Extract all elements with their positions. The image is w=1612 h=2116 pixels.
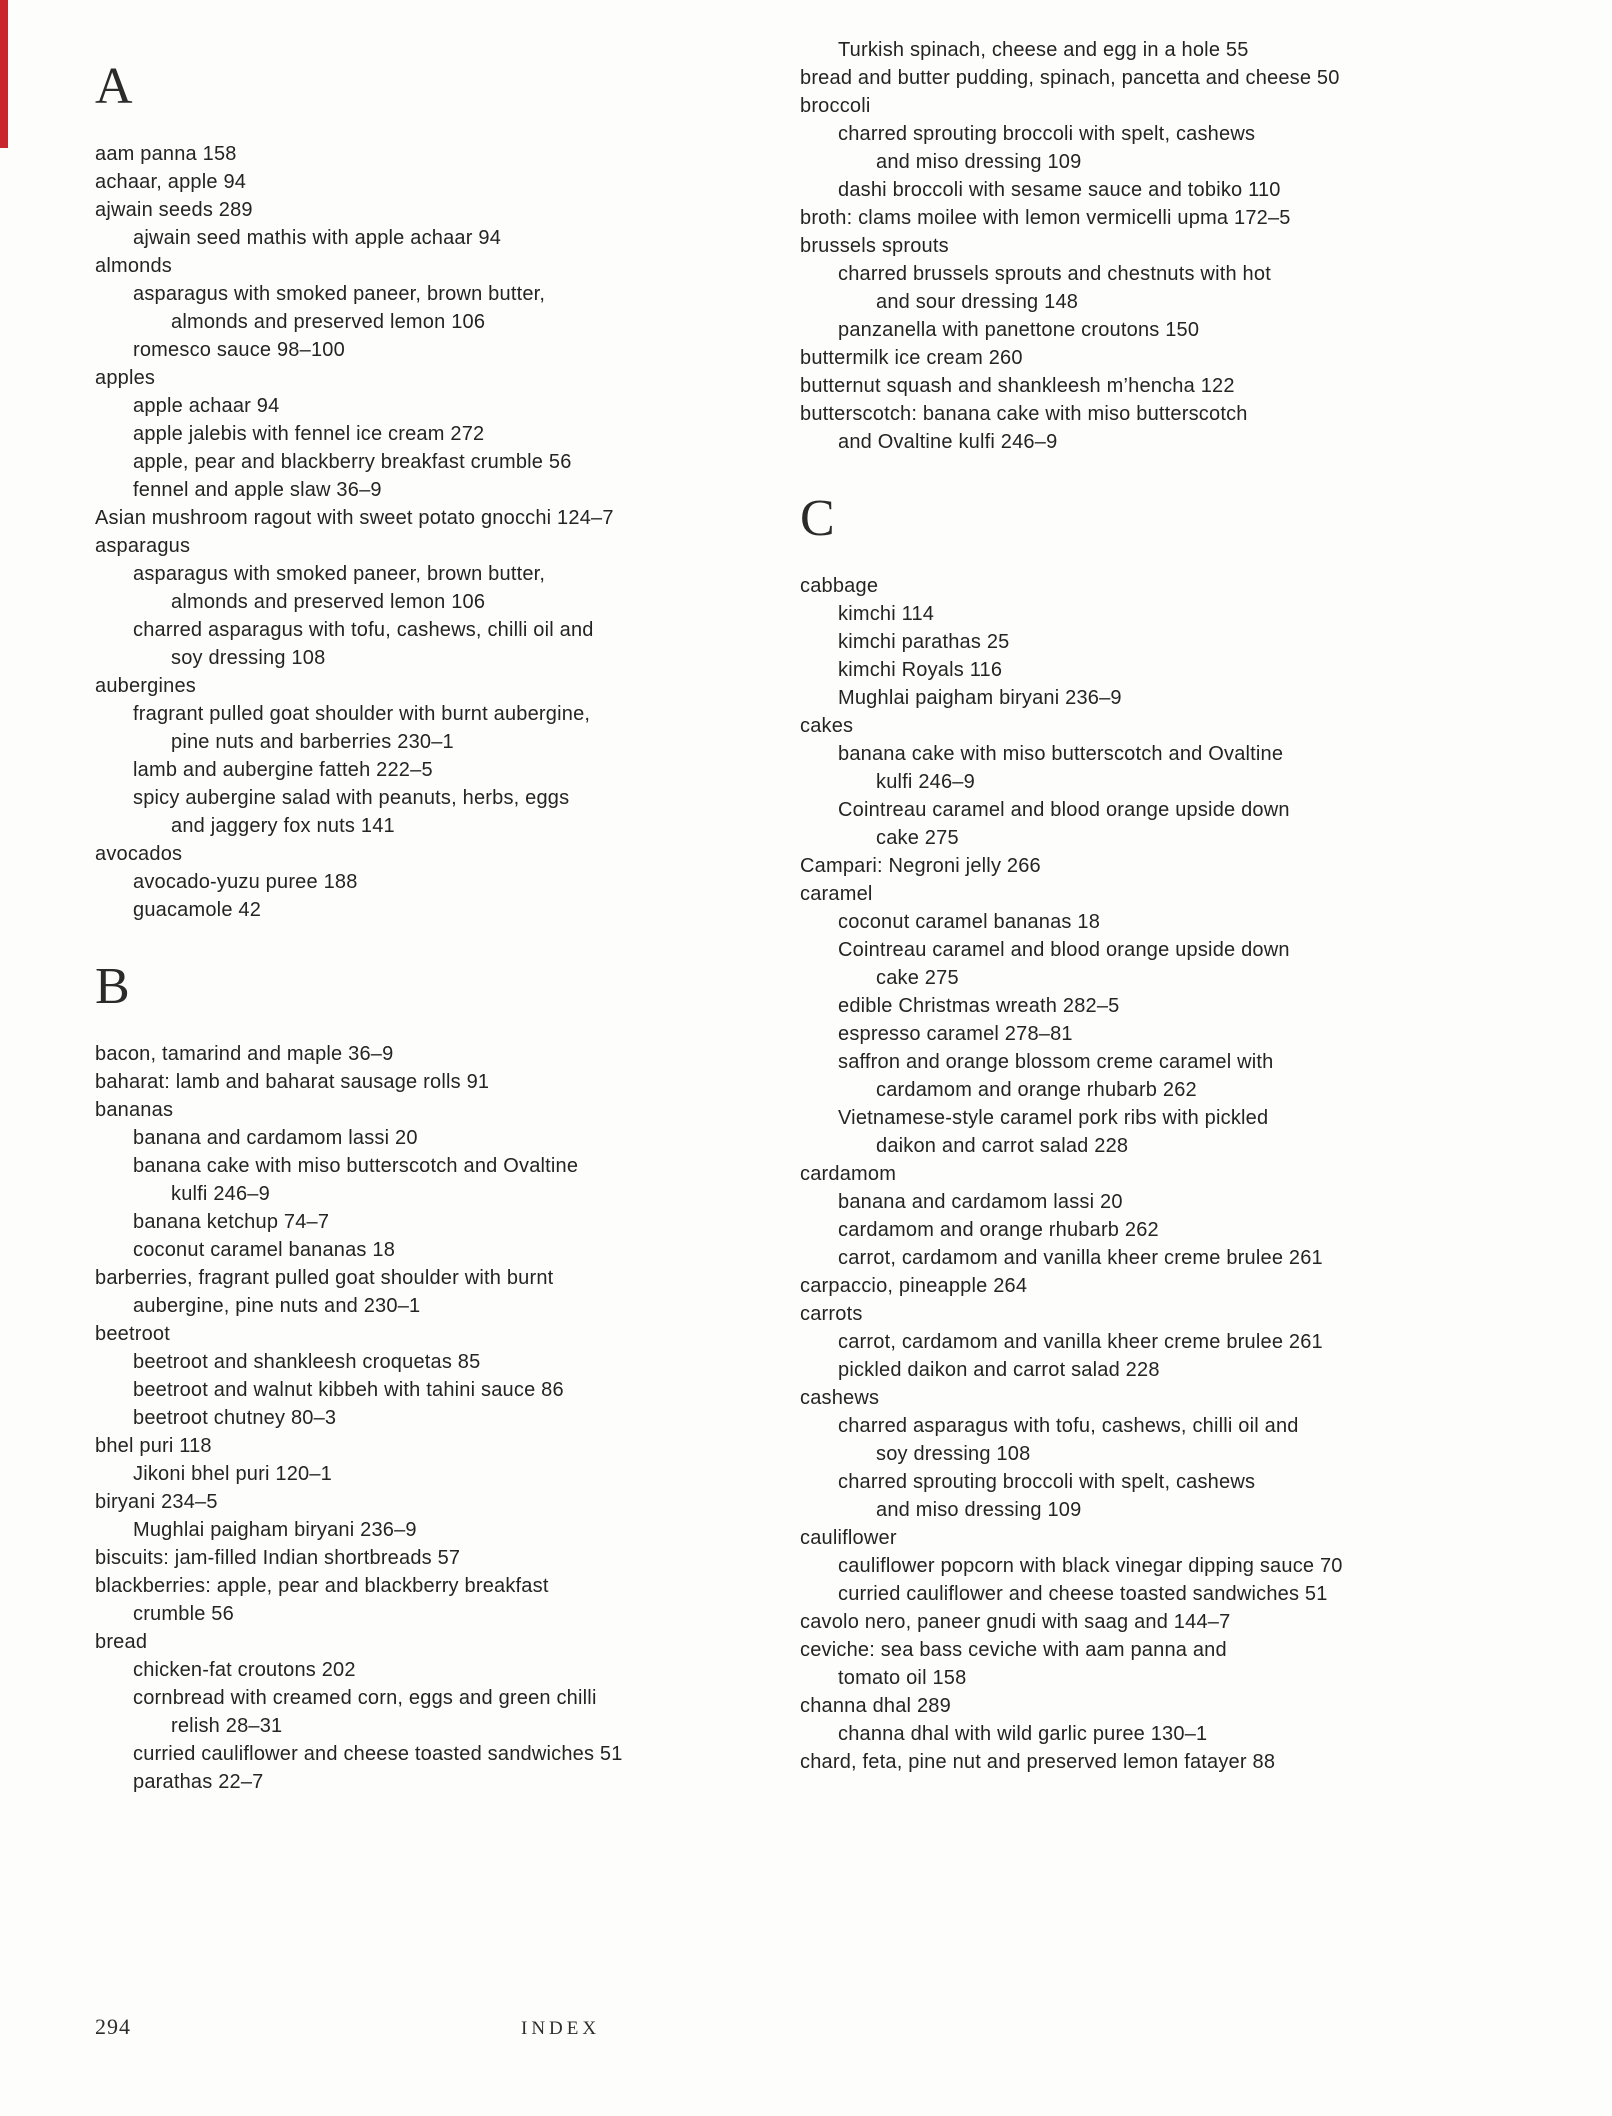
index-entry-line: cauliflower <box>800 1527 897 1549</box>
index-entry-line: pine nuts and barberries 230–1 <box>171 731 454 753</box>
index-entry-line: broth: clams moilee with lemon vermicelli upma 172–5 <box>800 207 1291 229</box>
index-entry-line: fennel and apple slaw 36–9 <box>133 479 382 501</box>
index-entry-line: charred asparagus with tofu, cashews, chilli oil and <box>133 619 594 641</box>
index-entry-line: apples <box>95 367 156 389</box>
index-entry-line: Cointreau caramel and blood orange upside down <box>838 799 1290 821</box>
index-entry-line: curried cauliflower and cheese toasted sandwiches 51 <box>838 1583 1328 1605</box>
index-entry-line: cake 275 <box>876 827 959 849</box>
index-entry-line: and jaggery fox nuts 141 <box>171 815 395 837</box>
index-entry-line: coconut caramel bananas 18 <box>838 911 1101 933</box>
index-entry-line: cardamom and orange rhubarb 262 <box>838 1219 1159 1241</box>
page-footer <box>0 2014 1612 2056</box>
index-entry-line: romesco sauce 98–100 <box>133 339 345 361</box>
index-entry-line: Jikoni bhel puri 120–1 <box>133 1463 332 1485</box>
index-entry-line: coconut caramel bananas 18 <box>133 1239 396 1261</box>
index-entry-line: charred sprouting broccoli with spelt, cashews <box>838 123 1256 145</box>
index-entry-line: aubergine, pine nuts and 230–1 <box>133 1295 421 1317</box>
index-entry-line: spicy aubergine salad with peanuts, herbs, eggs <box>133 787 570 809</box>
index-entry-line: kulfi 246–9 <box>171 1183 270 1205</box>
index-entry-line: bhel puri 118 <box>95 1435 212 1457</box>
index-entry-line: biryani 234–5 <box>95 1491 218 1513</box>
index-entry-line: banana and cardamom lassi 20 <box>838 1191 1123 1213</box>
red-ribbon-mark <box>0 0 8 148</box>
index-entry-line: bananas <box>95 1099 174 1121</box>
index-entry-line: daikon and carrot salad 228 <box>876 1135 1129 1157</box>
index-entry-line: carpaccio, pineapple 264 <box>800 1275 1028 1297</box>
index-entry-line: Campari: Negroni jelly 266 <box>800 855 1041 877</box>
index-entry-line: cake 275 <box>876 967 959 989</box>
index-entry-line: cashews <box>800 1387 880 1409</box>
index-entry-line: channa dhal 289 <box>800 1695 951 1717</box>
index-entry-line: kulfi 246–9 <box>876 771 975 793</box>
index-entry-line: guacamole 42 <box>133 899 262 921</box>
index-letter-heading-a: A <box>95 58 134 115</box>
index-entry-line: buttermilk ice cream 260 <box>800 347 1023 369</box>
index-entry-line: carrots <box>800 1303 863 1325</box>
index-entry-line: beetroot <box>95 1323 170 1345</box>
index-entry-line: avocados <box>95 843 183 865</box>
index-entry-line: ajwain seed mathis with apple achaar 94 <box>133 227 502 249</box>
index-entry-line: asparagus with smoked paneer, brown butter, <box>133 563 546 585</box>
index-letter-heading-b: B <box>95 958 131 1015</box>
index-entry-line: curried cauliflower and cheese toasted sandwiches 51 <box>133 1743 623 1765</box>
index-entry-line: apple, pear and blackberry breakfast crumble 56 <box>133 451 572 473</box>
index-entry-line: chard, feta, pine nut and preserved lemon fatayer 88 <box>800 1751 1276 1773</box>
index-entry-line: blackberries: apple, pear and blackberry breakfast <box>95 1575 549 1597</box>
index-entry-line: and miso dressing 109 <box>876 1499 1082 1521</box>
index-entry-line: chicken-fat croutons 202 <box>133 1659 356 1681</box>
index-entry-line: saffron and orange blossom creme caramel with <box>838 1051 1274 1073</box>
index-entry-line: banana cake with miso butterscotch and Ovaltine <box>133 1155 579 1177</box>
index-column-right <box>800 36 1500 1776</box>
index-entry-line: banana and cardamom lassi 20 <box>133 1127 418 1149</box>
index-entry-line: barberries, fragrant pulled goat shoulder with burnt <box>95 1267 554 1289</box>
index-entry-line: banana cake with miso butterscotch and Ovaltine <box>838 743 1284 765</box>
index-entry-line: beetroot and shankleesh croquetas 85 <box>133 1351 481 1373</box>
index-entry-line: bacon, tamarind and maple 36–9 <box>95 1043 394 1065</box>
index-entry-line: carrot, cardamom and vanilla kheer creme brulee 261 <box>838 1331 1323 1353</box>
index-entry-line: achaar, apple 94 <box>95 171 247 193</box>
index-entry-line: kimchi 114 <box>838 603 935 625</box>
index-entry-line: tomato oil 158 <box>838 1667 967 1689</box>
index-entry-line: almonds and preserved lemon 106 <box>171 591 486 613</box>
index-entry-line: soy dressing 108 <box>171 647 326 669</box>
index-entry-line: cakes <box>800 715 854 737</box>
index-entry-line: espresso caramel 278–81 <box>838 1023 1073 1045</box>
index-entry-line: aam panna 158 <box>95 143 237 165</box>
index-letter-heading-c: C <box>800 490 836 547</box>
index-entry-line: Turkish spinach, cheese and egg in a hole 55 <box>838 39 1249 61</box>
index-entry-line: cardamom <box>800 1163 897 1185</box>
index-entry-line: and miso dressing 109 <box>876 151 1082 173</box>
index-entry-line: Asian mushroom ragout with sweet potato gnocchi 124–7 <box>95 507 614 529</box>
index-entry-line: pickled daikon and carrot salad 228 <box>838 1359 1160 1381</box>
page-number: 294 <box>95 2014 131 2039</box>
index-column-left <box>95 58 785 1796</box>
index-entry-line: almonds <box>95 255 172 277</box>
index-entry-line: charred sprouting broccoli with spelt, cashews <box>838 1471 1256 1493</box>
index-entry-line: cardamom and orange rhubarb 262 <box>876 1079 1197 1101</box>
index-entry-line: biscuits: jam-filled Indian shortbreads 57 <box>95 1547 461 1569</box>
index-entry-line: beetroot chutney 80–3 <box>133 1407 337 1429</box>
index-entry-line: relish 28–31 <box>171 1715 283 1737</box>
index-entry-line: caramel <box>800 883 873 905</box>
index-entry-line: baharat: lamb and baharat sausage rolls 91 <box>95 1071 490 1093</box>
footer-index-label: INDEX <box>521 2018 601 2039</box>
index-entry-line: Mughlai paigham biryani 236–9 <box>838 687 1122 709</box>
index-entry-line: cabbage <box>800 575 879 597</box>
index-entry-line: kimchi Royals 116 <box>838 659 1003 681</box>
index-entry-line: ceviche: sea bass ceviche with aam panna and <box>800 1639 1227 1661</box>
index-entry-line: apple achaar 94 <box>133 395 280 417</box>
index-entry-line: beetroot and walnut kibbeh with tahini sauce 86 <box>133 1379 564 1401</box>
index-entry-line: lamb and aubergine fatteh 222–5 <box>133 759 433 781</box>
index-entry-line: apple jalebis with fennel ice cream 272 <box>133 423 485 445</box>
index-entry-line: ajwain seeds 289 <box>95 199 253 221</box>
index-entry-line: bread <box>95 1631 148 1653</box>
index-entry-line: asparagus <box>95 535 191 557</box>
index-entry-line: Cointreau caramel and blood orange upside down <box>838 939 1290 961</box>
index-entry-line: charred brussels sprouts and chestnuts with hot <box>838 263 1271 285</box>
index-entry-line: banana ketchup 74–7 <box>133 1211 330 1233</box>
index-entry-line: soy dressing 108 <box>876 1443 1031 1465</box>
index-entry-line: Vietnamese-style caramel pork ribs with pickled <box>838 1107 1269 1129</box>
index-entry-line: carrot, cardamom and vanilla kheer creme brulee 261 <box>838 1247 1323 1269</box>
index-entry-line: fragrant pulled goat shoulder with burnt aubergine, <box>133 703 591 725</box>
index-entry-line: avocado-yuzu puree 188 <box>133 871 358 893</box>
index-entry-line: asparagus with smoked paneer, brown butter, <box>133 283 546 305</box>
index-entry-line: crumble 56 <box>133 1603 234 1625</box>
index-entry-line: channa dhal with wild garlic puree 130–1 <box>838 1723 1208 1745</box>
index-entry-line: brussels sprouts <box>800 235 949 257</box>
index-entry-line: parathas 22–7 <box>133 1771 264 1793</box>
index-entry-line: Mughlai paigham biryani 236–9 <box>133 1519 417 1541</box>
index-entry-line: butternut squash and shankleesh m’hencha 122 <box>800 375 1235 397</box>
index-entry-line: kimchi parathas 25 <box>838 631 1010 653</box>
index-entry-line: edible Christmas wreath 282–5 <box>838 995 1120 1017</box>
index-entry-line: dashi broccoli with sesame sauce and tobiko 110 <box>838 179 1281 201</box>
index-entry-line: cornbread with creamed corn, eggs and green chilli <box>133 1687 597 1709</box>
index-entry-line: butterscotch: banana cake with miso butterscotch <box>800 403 1248 425</box>
index-entry-line: charred asparagus with tofu, cashews, chilli oil and <box>838 1415 1299 1437</box>
index-entry-line: panzanella with panettone croutons 150 <box>838 319 1200 341</box>
index-entry-line: aubergines <box>95 675 196 697</box>
index-entry-line: almonds and preserved lemon 106 <box>171 311 486 333</box>
index-entry-line: and Ovaltine kulfi 246–9 <box>838 431 1058 453</box>
index-entry-line: bread and butter pudding, spinach, pancetta and cheese 50 <box>800 67 1340 89</box>
index-entry-line: and sour dressing 148 <box>876 291 1079 313</box>
index-entry-line: cauliflower popcorn with black vinegar dipping sauce 70 <box>838 1555 1343 1577</box>
index-entry-line: broccoli <box>800 95 871 117</box>
index-entry-line: cavolo nero, paneer gnudi with saag and 144–7 <box>800 1611 1231 1633</box>
